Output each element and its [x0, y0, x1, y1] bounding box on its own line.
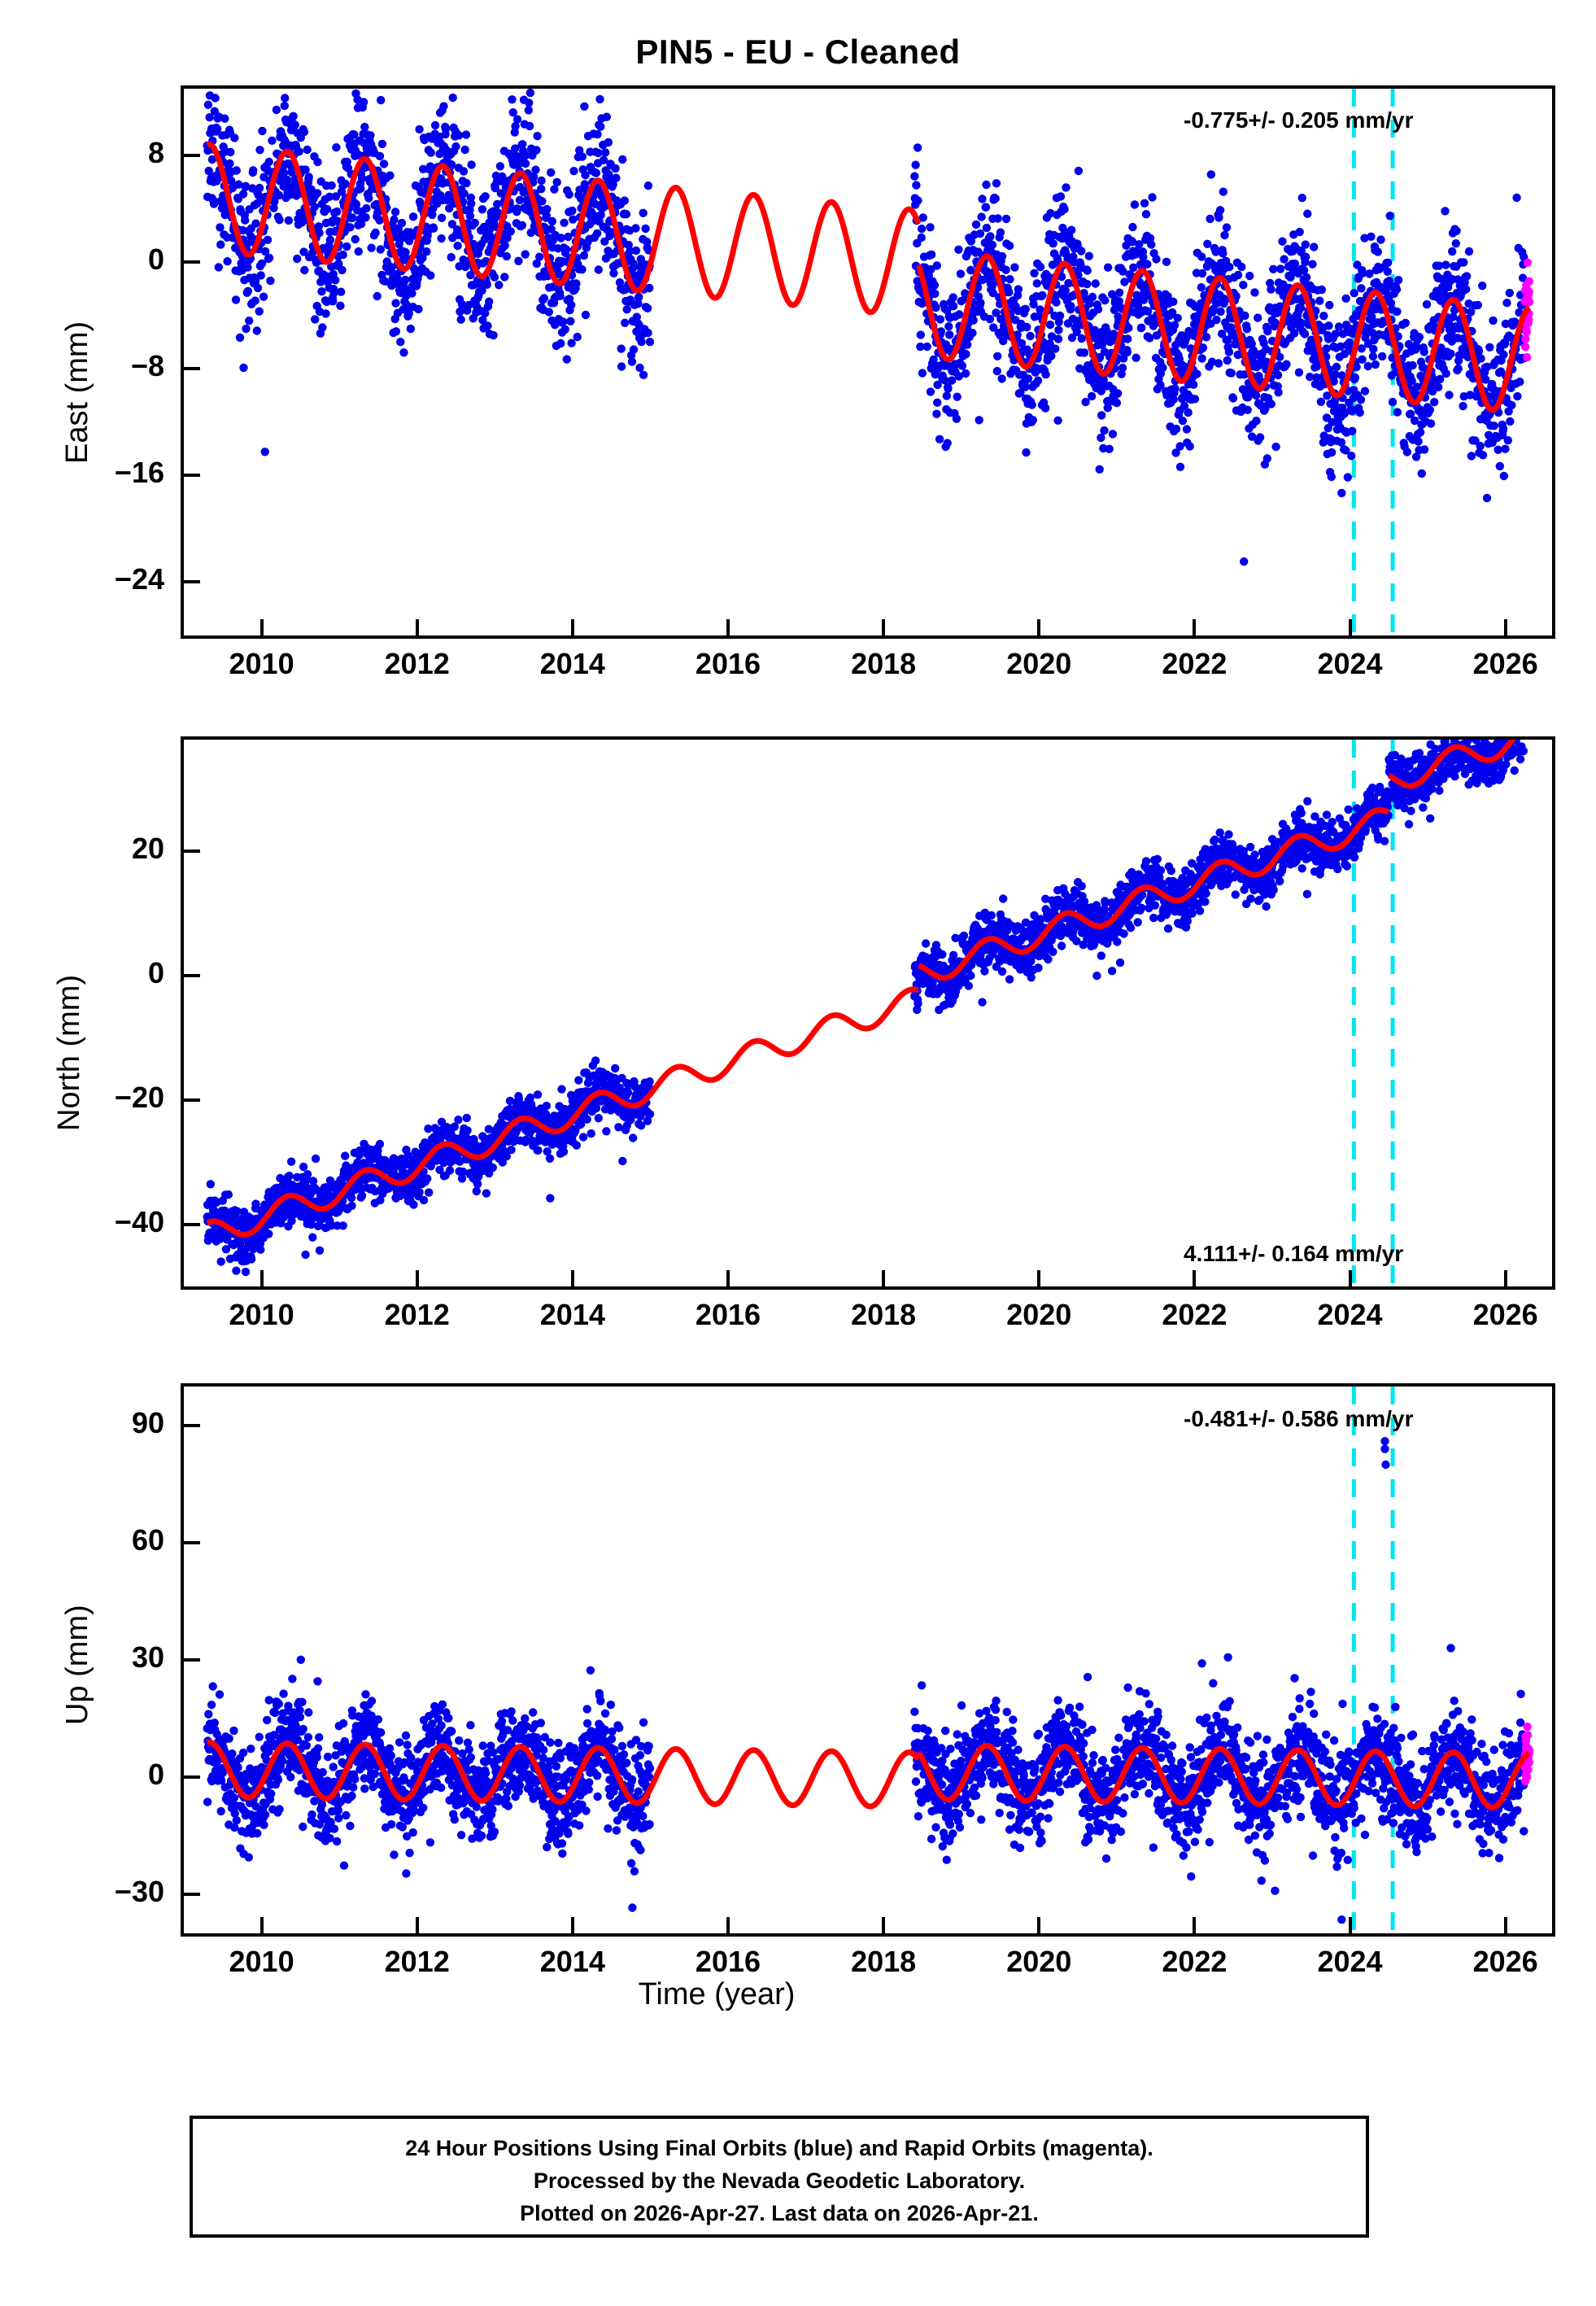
- x-tick: [571, 619, 574, 635]
- x-tick-label: 2010: [229, 1298, 294, 1331]
- y-tick: [184, 154, 200, 157]
- x-tick-label: 2012: [384, 1298, 450, 1331]
- y-tick-label: 8: [147, 135, 164, 169]
- x-tick-label: 2014: [539, 1298, 605, 1331]
- east-axis-label: East (mm): [60, 321, 94, 464]
- x-tick-label: 2024: [1317, 647, 1383, 680]
- x-tick-label: 2024: [1317, 1298, 1383, 1331]
- y-tick-label: −20: [114, 1080, 164, 1114]
- x-tick-label: 2022: [1162, 1945, 1228, 1978]
- y-tick: [184, 1098, 200, 1102]
- page-title: PIN5 - EU - Cleaned: [635, 33, 961, 71]
- y-tick-label: 0: [147, 956, 164, 990]
- x-tick: [416, 1270, 419, 1286]
- north-rate-label: 4.111+/- 0.164 mm/yr: [1184, 1241, 1404, 1266]
- x-tick-label: 2014: [539, 647, 605, 680]
- x-tick: [416, 1917, 419, 1933]
- x-tick: [882, 1917, 885, 1933]
- y-tick-label: −16: [114, 456, 164, 490]
- x-tick: [1504, 1270, 1507, 1286]
- y-tick: [184, 1223, 200, 1226]
- y-tick-label: 0: [147, 242, 164, 277]
- y-tick-label: 20: [131, 832, 164, 866]
- caption-line-2: Processed by the Nevada Geodetic Laboratory.: [533, 2168, 1026, 2193]
- x-tick: [726, 619, 730, 635]
- x-tick-label: 2010: [229, 647, 294, 680]
- caption-line-1: 24 Hour Positions Using Final Orbits (blue) and Rapid Orbits (magenta).: [405, 2136, 1153, 2160]
- x-tick-label: 2012: [384, 647, 450, 680]
- x-tick-label: 2020: [1006, 1298, 1072, 1331]
- x-tick-label: 2018: [851, 647, 917, 680]
- x-tick-label: 2020: [1006, 647, 1072, 680]
- x-tick-label: 2018: [851, 1298, 917, 1331]
- plot-area-up: [184, 1387, 1552, 1933]
- x-tick-label: 2022: [1162, 1298, 1228, 1331]
- plot-area-east: [184, 89, 1552, 635]
- x-tick-label: 2010: [229, 1945, 294, 1978]
- panel-up: [181, 1383, 1555, 1937]
- x-tick: [1193, 1270, 1196, 1286]
- y-tick-label: 90: [131, 1406, 164, 1439]
- x-tick: [571, 1917, 574, 1933]
- up-series-canvas: [184, 1387, 1552, 1933]
- panel-east: [181, 85, 1555, 639]
- y-tick: [184, 1658, 200, 1662]
- y-tick: [184, 260, 200, 264]
- x-tick: [416, 619, 419, 635]
- y-tick: [184, 1541, 200, 1544]
- x-tick-label: 2024: [1317, 1945, 1383, 1978]
- x-tick-label: 2020: [1006, 1945, 1072, 1978]
- x-tick: [1037, 619, 1040, 635]
- y-tick: [184, 580, 200, 583]
- x-tick: [1349, 1270, 1352, 1286]
- y-tick: [184, 1893, 200, 1896]
- y-tick-label: −40: [114, 1204, 164, 1238]
- x-tick: [1349, 1917, 1352, 1933]
- x-tick: [726, 1917, 730, 1933]
- x-tick: [1037, 1270, 1040, 1286]
- x-tick: [571, 1270, 574, 1286]
- y-tick: [184, 1424, 200, 1427]
- x-tick-label: 2016: [695, 1945, 761, 1978]
- x-tick: [260, 619, 264, 635]
- y-tick: [184, 1775, 200, 1779]
- x-tick-label: 2012: [384, 1945, 450, 1978]
- x-tick-label: 2018: [851, 1945, 917, 1978]
- x-tick-label: 2022: [1162, 647, 1228, 680]
- y-tick-label: −24: [114, 562, 164, 596]
- x-axis-label: Time (year): [638, 1977, 796, 2011]
- y-tick: [184, 849, 200, 853]
- x-tick: [1193, 1917, 1196, 1933]
- x-tick: [726, 1270, 730, 1286]
- up-axis-label: Up (mm): [60, 1605, 94, 1725]
- x-tick-label: 2016: [695, 1298, 761, 1331]
- caption-line-3: Plotted on 2026-Apr-27. Last data on 2026-Apr-21.: [520, 2201, 1039, 2225]
- y-tick: [184, 367, 200, 370]
- y-tick: [184, 474, 200, 477]
- x-tick: [882, 1270, 885, 1286]
- north-series-canvas: [184, 740, 1552, 1286]
- up-rate-label: -0.481+/- 0.586 mm/yr: [1184, 1406, 1414, 1431]
- y-tick-label: 0: [147, 1758, 164, 1791]
- x-tick: [260, 1270, 264, 1286]
- y-tick-label: −30: [114, 1875, 164, 1908]
- caption-box: [190, 2116, 1369, 2238]
- x-tick: [1504, 619, 1507, 635]
- east-series-canvas: [184, 89, 1552, 635]
- x-tick: [1504, 1917, 1507, 1933]
- x-tick: [882, 619, 885, 635]
- north-axis-label: North (mm): [52, 974, 86, 1131]
- y-tick-label: 60: [131, 1523, 164, 1557]
- x-tick: [1037, 1917, 1040, 1933]
- y-tick-label: 30: [131, 1640, 164, 1674]
- x-tick: [1349, 619, 1352, 635]
- east-rate-label: -0.775+/- 0.205 mm/yr: [1184, 107, 1414, 133]
- x-tick-label: 2026: [1472, 1945, 1538, 1978]
- x-tick-label: 2014: [539, 1945, 605, 1978]
- y-tick-label: −8: [130, 349, 164, 383]
- y-tick: [184, 974, 200, 977]
- plot-area-north: [184, 740, 1552, 1286]
- x-tick: [260, 1917, 264, 1933]
- panel-north: [181, 736, 1555, 1290]
- x-tick-label: 2016: [695, 647, 761, 680]
- x-tick-label: 2026: [1472, 647, 1538, 680]
- x-tick: [1193, 619, 1196, 635]
- x-tick-label: 2026: [1472, 1298, 1538, 1331]
